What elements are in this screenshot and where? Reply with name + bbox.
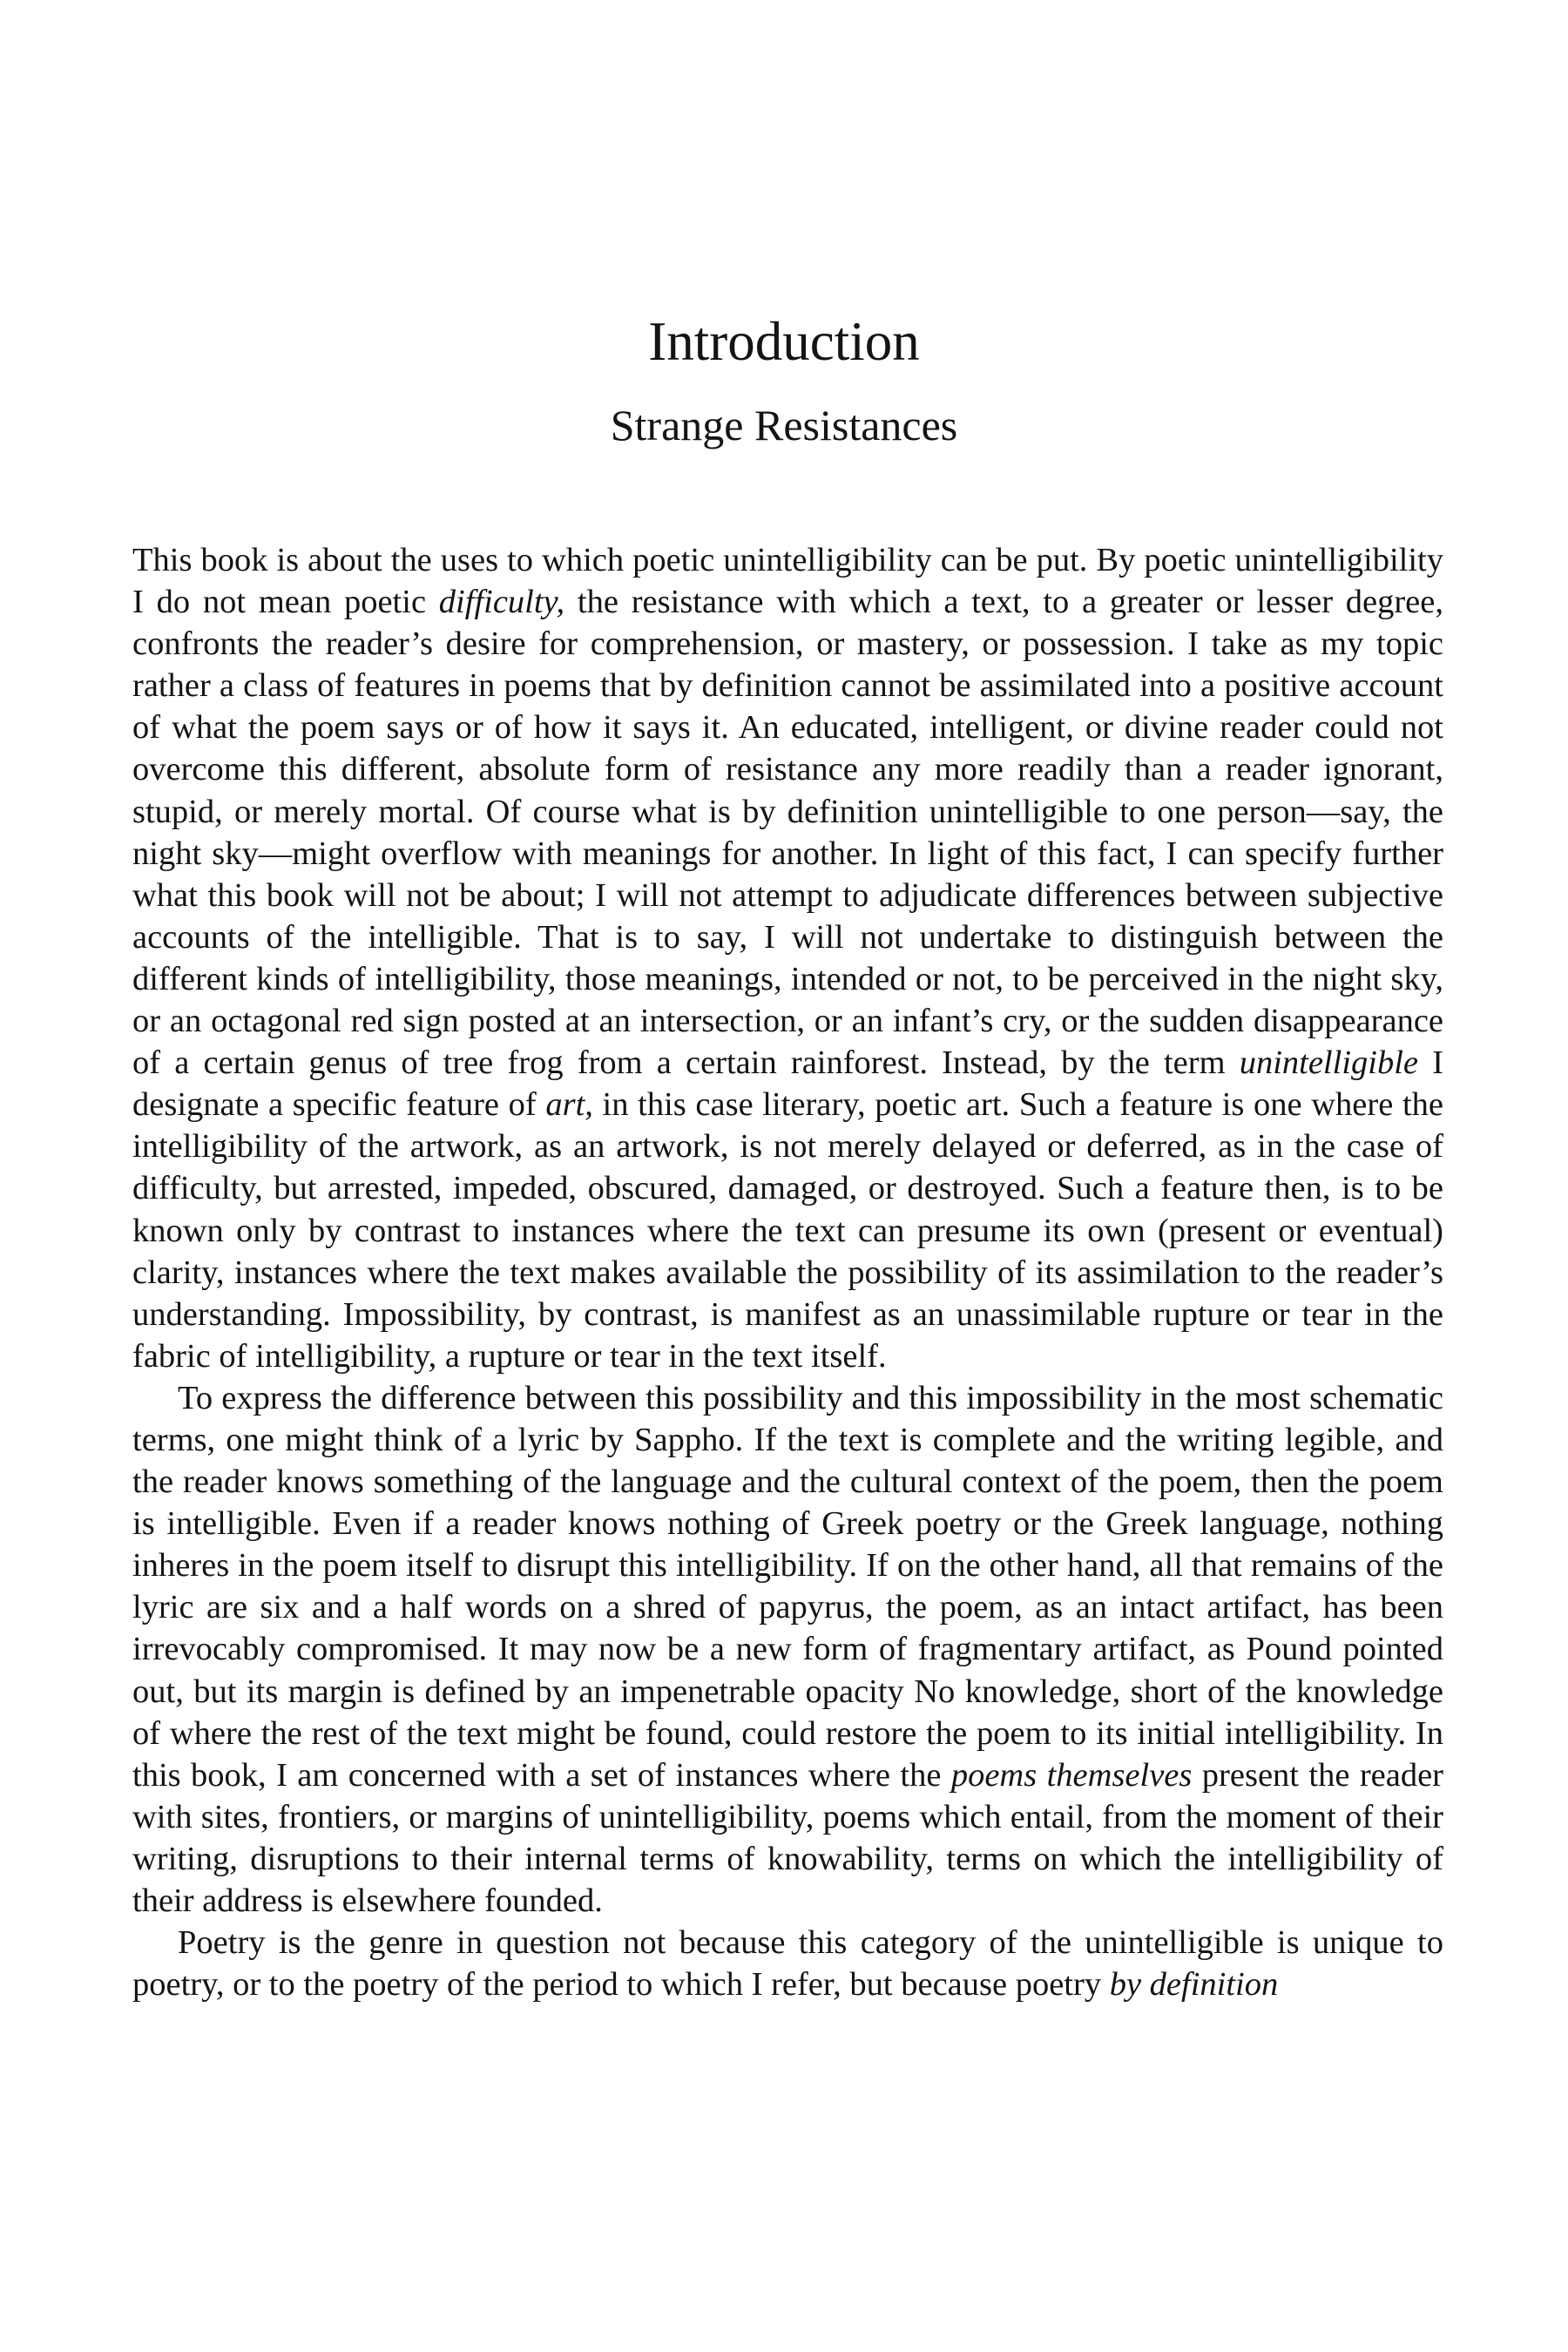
text-segment: the resistance with which a text, to a greater or lesser degree, confronts the reader’s desire for comprehension, or mastery, or possession. I take as my topic rather a class of features in poems that by definition cannot be assimilated into a positive account of what the poem says or of how it says it. An educated, intelligent, or divine reader could not overcome this different, absolute form of resistance any more readily than a reader ignorant, stupid, or merely mortal. Of course what is by definition unintelligible to one person—say, the night sky—might overflow with meanings for another. In light of this fact, I can specify further what this book will not be about; I will not attempt to adjudicate differences between subjective accounts of the intelligible. That is to say, I will not undertake to distinguish between the different kinds of intelligibility, those meanings, intended or not, to be perceived in the night sky, or an octagonal red sign posted at an intersection, or an infant’s cry, or the sudden disappearance of a certain genus of tree frog from a certain rainforest. Instead, by the term xyxy=(132,584,1443,1082)
paragraph-1 xyxy=(132,539,1443,1377)
text-segment: present the reader with sites, frontiers, or margins of unintelligibility, poems which entail, from the moment of their writing, disruptions to their internal terms of knowability, terms on which the intelligibility of their address is elsewhere founded. xyxy=(132,1756,1443,1919)
body-text xyxy=(132,539,1443,2005)
text-segment: This book is about the uses to which poetic unintelligibility can be put. By poetic unintelligibility I do not mean poetic xyxy=(132,542,1443,621)
paragraph-2 xyxy=(132,1377,1443,1922)
text-segment-italic: art, xyxy=(545,1086,593,1124)
chapter-title: Introduction xyxy=(648,311,920,372)
text-segment: Poetry is the genre in question not because this category of the unintelligible is unique to poetry, or to the poetry of the period to which I refer, but because poetry xyxy=(132,1924,1443,2004)
text-segment-italic: poems themselves xyxy=(950,1756,1193,1794)
text-segment-italic: unintelligible xyxy=(1239,1044,1419,1082)
text-segment-italic: difficulty, xyxy=(438,584,565,621)
text-segment: I designate a specific feature of xyxy=(132,1044,1443,1124)
chapter-subtitle: Strange Resistances xyxy=(610,401,958,449)
text-segment: in this case literary, poetic art. Such a feature is one where the intelligibility of the artwork, as an artwork, is not merely delayed or deferred, as in the case of difficulty, but arrested, impeded, obscured, damaged, or destroyed. Such a feature then, is to be known only by contrast to instances where the text can presume its own (present or eventual) clarity, instances where the text makes available the possibility of its assimilation to the reader’s understanding. Impossibility, by contrast, is manifest as an unassimilable rupture or tear in the fabric of intelligibility, a rupture or tear in the text itself. xyxy=(132,1086,1443,1375)
text-segment: To express the difference between this possibility and this impossibility in the most schematic terms, one might think of a lyric by Sappho. If the text is complete and the writing legible, and the reader knows something of the language and the cultural context of the poem, then the poem is intelligible. Even if a reader knows nothing of Greek poetry or the Greek language, nothing inheres in the poem itself to disrupt this intelligibility. If on the other hand, all that remains of the lyric are six and a half words on a shred of papyrus, the poem, as an intact artifact, has been irrevocably compromised. It may now be a new form of fragmentary artifact, as Pound pointed out, but its margin is defined by an impenetrable opacity No knowledge, short of the knowledge of where the rest of the text might be found, could restore the poem to its initial intelligibility. In this book, I am concerned with a set of instances where the xyxy=(132,1379,1443,1794)
paragraph-3 xyxy=(132,1922,1443,2005)
text-segment-italic: by definition xyxy=(1109,1966,1279,2004)
